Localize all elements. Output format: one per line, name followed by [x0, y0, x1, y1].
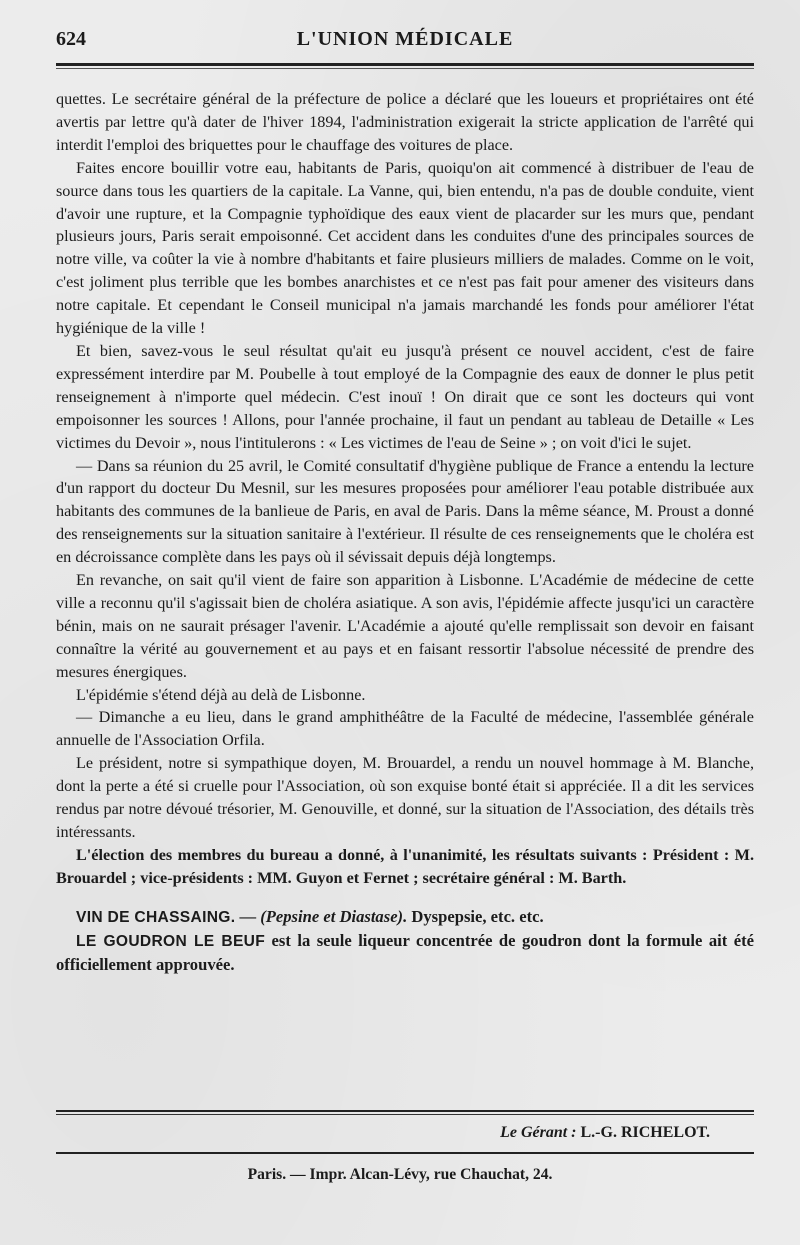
- footer-rule-top-thin: [56, 1114, 754, 1115]
- page-header: [56, 26, 754, 50]
- page-number: 624: [56, 28, 86, 50]
- paragraph-resultat: Et bien, savez-vous le seul résultat qu'ait eu jusqu'à présent ce nouvel accident, c'est de faire expressément interdire par M. Poubelle à tout employé de la Compagnie des eaux de donner le plus petit renseignement à n'importe quel médecin. C'est inouï ! On dirait que ce sont les docteurs qui vont empoisonner les sources ! Allons, pour l'année prochaine, il faut un pendant au tableau de Detaille « Les victimes du Devoir », nous l'intitulerons : « Les victimes de l'eau de Seine » ; on voit d'ici le sujet.: [56, 341, 754, 452]
- paragraph-lisbonne: En revanche, on sait qu'il vient de faire son apparition à Lisbonne. L'Académie de médecine de cette ville a reconnu qu'il s'agissait bien de choléra asiatique. A son avis, l'épidémie affecte jusqu'ici un caractère bénin, mais on ne saurait présager l'avenir. L'Académie a ajouté qu'elle remplissait son devoir en faisant connaître la vérité au gouvernement et au pays et en faisant ressortir l'absolue nécessité de prendre des mesures énergiques.: [56, 571, 754, 681]
- ad-goudron-name: LE GOUDRON LE BEUF: [76, 932, 266, 950]
- gerant-name: L.-G. RICHELOT.: [576, 1124, 710, 1141]
- paragraph-president: Le président, notre si sympathique doyen, M. Brouardel, a rendu un nouvel hommage à M. Blanche, dont la perte a été si cruelle pour l'Association, où son exquise bonté était si appréciée. Il a dit les services rendus par notre dévoué trésorier, M. Genouville, et donné, sur la situation de l'Association, des détails très intéressants.: [56, 754, 754, 841]
- ad-vin-name: VIN DE CHASSAING.: [76, 908, 236, 926]
- paragraph-election: L'élection des membres du bureau a donné, à l'unanimité, les résultats suivants : Président : M. Brouardel ; vice-présidents : MM. Guyon et Fernet ; secrétaire général : M. Barth.: [56, 845, 754, 887]
- footer-rule-top: [56, 1110, 754, 1112]
- gerant-label: Le Gérant :: [500, 1124, 577, 1141]
- imprint-line: Paris. — Impr. Alcan-Lévy, rue Chauchat, 24.: [247, 1166, 553, 1183]
- ad-vin-paren: (Pepsine et Diastase).: [260, 906, 408, 926]
- footer-rule-bottom: [56, 1152, 754, 1154]
- advertisement-vin-chassaing: [56, 906, 754, 930]
- paragraph-briquettes: quettes. Le secrétaire général de la préfecture de police a déclaré que les loueurs et propriétaires ont été avertis par lettre qu'à dater de l'hiver 1894, l'administration exigerait la stricte application de l'arrêté qui interdit l'emploi des briquettes pour le chauffage des voitures de place.: [56, 90, 754, 154]
- header-rule-thin: [56, 68, 754, 69]
- paragraph-epidemie: L'épidémie s'étend déjà au delà de Lisbonne.: [76, 685, 366, 704]
- paragraph-association-orfila: — Dimanche a eu lieu, dans le grand amphithéâtre de la Faculté de médecine, l'assemblée générale annuelle de l'Association Orfila.: [56, 708, 754, 750]
- ad-goudron-rest: est la seule liqueur concentrée de goudron dont la formule ait été officiellement approuvée.: [56, 930, 755, 974]
- journal-title: L'UNION MÉDICALE: [296, 28, 514, 50]
- header-rule: [56, 63, 754, 66]
- advertisement-goudron: [56, 930, 754, 977]
- paragraph-eau-bouillir: Faites encore bouillir votre eau, habitants de Paris, quoiqu'on ait commencé à distribuer de l'eau de source dans tous les quartiers de la capitale. La Vanne, qui, bien entendu, n'a pas de double conduite, vient d'avoir une rupture, et la Compagnie typhoïdique des eaux vient de placarder sur les murs que, pendant plusieurs jours, Paris serait empoisonné. Cet accident dans les conduites d'une des principales sources de notre ville, va coûter la vie à nombre d'habitants et faire plusieurs milliers de malades. Comme on le voit, c'est joliment plus terrible que les bombes anarchistes et ce n'est pas fait pour amener des visiteurs dans notre capitale. Et cependant le Conseil municipal n'a jamais marchandé les fonds pour améliorer l'état hygiénique de la ville !: [56, 158, 754, 338]
- paragraph-comite-hygiene: — Dans sa réunion du 25 avril, le Comité consultatif d'hygiène publique de France a entendu la lecture d'un rapport du docteur Du Mesnil, sur les mesures proposées pour améliorer l'eau potable distribuée aux habitants des communes de la banlieue de Paris, en aval de Paris. Dans la même séance, M. Proust a donné des renseignements sur la situation sanitaire à l'extérieur. Il résulte de ces renseignements que le choléra est en décroissance complète dans les pays où il sévissait depuis déjà longtemps.: [56, 456, 754, 567]
- ad-vin-rest: Dyspepsie, etc. etc.: [407, 906, 544, 926]
- ad-vin-dash: —: [235, 906, 261, 926]
- gerant-signature: [500, 1124, 710, 1142]
- article-body: [56, 88, 754, 976]
